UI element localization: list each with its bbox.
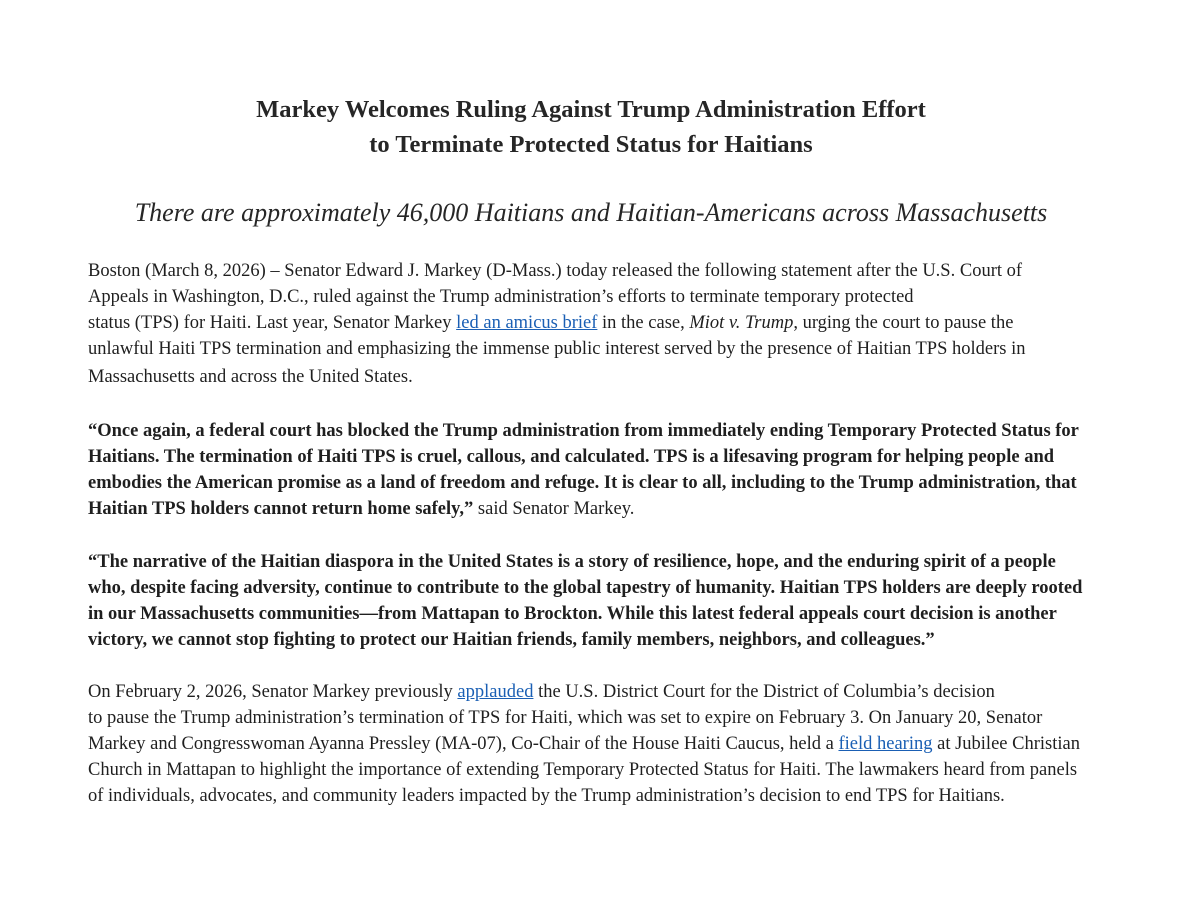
para1-line-5: Massachusetts and across the United States.	[88, 367, 413, 387]
headline	[0, 92, 1182, 162]
para2-text: at Jubilee Christian	[932, 734, 1080, 754]
para2-line-5: of individuals, advocates, and community leaders impacted by the Trump administration’s decision to end TPS for Haitians.	[88, 786, 1005, 806]
quote2-line-2: who, despite facing adversity, continue to contribute to the global tapestry of humanity. Haitian TPS holders are deeply rooted	[88, 578, 1083, 598]
quote2-line-1: “The narrative of the Haitian diaspora in the United States is a story of resilience, hope, and the enduring spirit of a people	[88, 552, 1056, 572]
para1-text: status (TPS) for Haiti. Last year, Senator Markey	[88, 313, 457, 333]
applauded-link[interactable]: applauded	[457, 682, 534, 702]
attribution: said Senator Markey.	[473, 499, 635, 519]
para1-line-3	[88, 310, 1013, 336]
para1-text: in the case,	[597, 313, 690, 333]
para2-line-3	[88, 731, 1080, 757]
quote1-line-1: “Once again, a federal court has blocked the Trump administration from immediately ending Temporary Protected Status for	[88, 421, 1079, 441]
headline-line-2: to Terminate Protected Status for Haitians	[369, 131, 813, 158]
para1-text: , urging the court to pause the	[793, 313, 1014, 333]
quote2-line-4: victory, we cannot stop fighting to protect our Haitian friends, family members, neighbors, and colleagues.”	[88, 630, 935, 650]
subheadline: There are approximately 46,000 Haitians and Haitian-Americans across Massachusetts	[134, 198, 1048, 227]
quote1-line-4	[88, 496, 634, 522]
field-hearing-link[interactable]: field hearing	[838, 734, 933, 754]
quote2-line-3: in our Massachusetts communities—from Mattapan to Brockton. While this latest federal appeals court decision is another	[88, 604, 1057, 624]
para1-line-2: Appeals in Washington, D.C., ruled against the Trump administration’s efforts to terminate temporary protected	[88, 287, 914, 307]
para2-text: the U.S. District Court for the District of Columbia’s decision	[533, 682, 995, 702]
para2-line-4: Church in Mattapan to highlight the importance of extending Temporary Protected Status for Haiti. The lawmakers heard from panels	[88, 760, 1078, 780]
para1-line-4: unlawful Haiti TPS termination and emphasizing the immense public interest served by the presence of Haitian TPS holders in	[88, 339, 1026, 359]
para2-line-2: to pause the Trump administration’s termination of TPS for Haiti, which was set to expire on February 3. On January 20, Senator	[88, 708, 1043, 728]
quote1-text: Haitian TPS holders cannot return home safely,”	[88, 499, 474, 519]
amicus-brief-link[interactable]: led an amicus brief	[456, 313, 598, 333]
quote1-line-3: embodies the American promise as a land of freedom and refuge. It is clear to all, including to the Trump administration, that	[88, 473, 1077, 493]
para2-line-1	[88, 679, 995, 705]
headline-line-1: Markey Welcomes Ruling Against Trump Administration Effort	[256, 96, 926, 123]
para1-line-1: Boston (March 8, 2026) – Senator Edward J. Markey (D-Mass.) today released the following statement after the U.S. Court of	[88, 261, 1023, 281]
para2-text: On February 2, 2026, Senator Markey previously	[88, 682, 458, 702]
case-name: Miot v. Trump	[689, 313, 794, 333]
quote1-line-2: Haitians. The termination of Haiti TPS is cruel, callous, and calculated. TPS is a lifesaving program for helping people and	[88, 447, 1055, 467]
para2-text: Markey and Congresswoman Ayanna Pressley (MA-07), Co-Chair of the House Haiti Caucus, held a	[88, 734, 839, 754]
